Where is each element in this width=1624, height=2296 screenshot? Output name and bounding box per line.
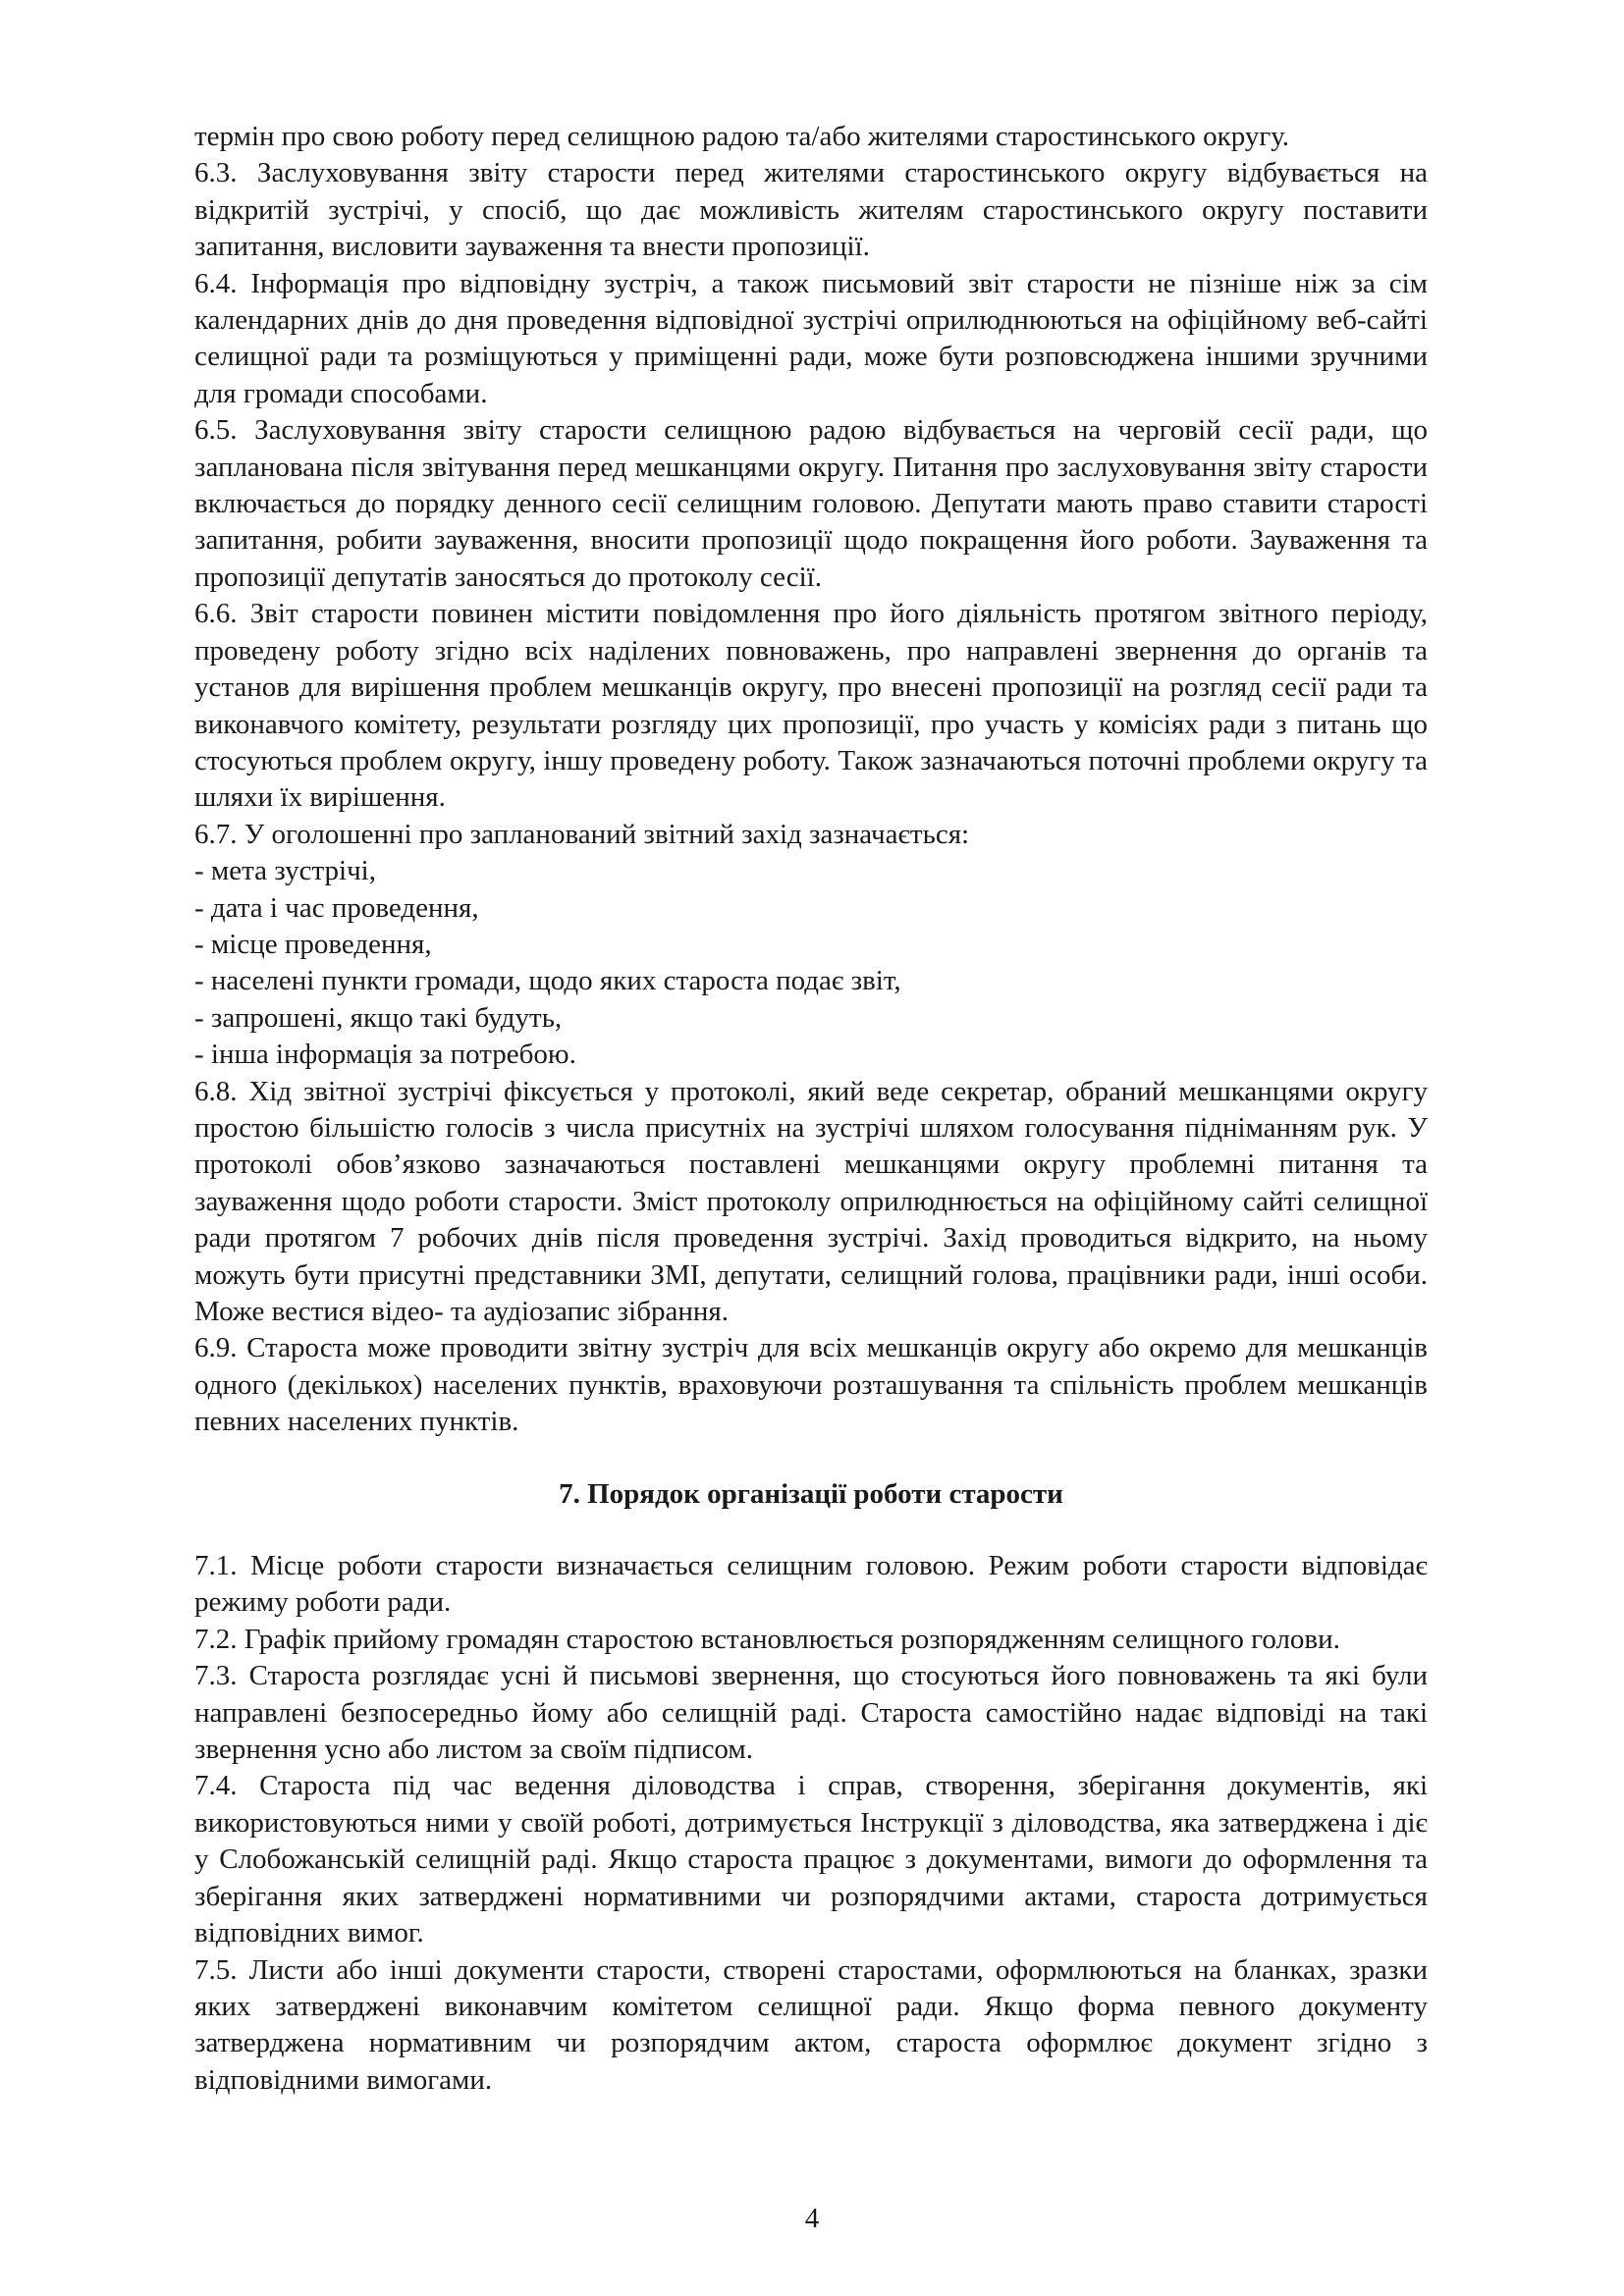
paragraph-7-1: 7.1. Місце роботи старости визначається селищним головою. Режим роботи старости відповідає режиму роботи ради. <box>194 1550 1428 1619</box>
paragraph-7-5: 7.5. Листи або інші документи старости, створені старостами, оформлюються на бланках, зразки яких затверджені виконавчим комітетом селищної ради. Якщо форма певного документу затверджена нормативним чи розпорядчим актом, староста оформлює документ згідно з відповідними вимогами. <box>194 1953 1428 2096</box>
paragraph-6-9: 6.9. Староста може проводити звітну зустріч для всіх мешканців округу або окремо для мешканців одного (декількох) населених пунктів, враховуючи розташування та спільність проблем мешканців певних населених пунктів. <box>194 1332 1428 1438</box>
list-item: - мета зустрічі, <box>194 855 376 887</box>
paragraph-6-6: 6.6. Звіт старости повинен містити повідомлення про його діяльність протягом звітного періоду, проведену роботу згідно всіх наділених повноважень, про направлені звернення до органів та установ для вирішення проблем мешканців округу, про внесені пропозиції на розгляд сесії ради та виконавчого комітету, результати розгляду цих пропозиції, про участь у комісіях ради з питань що стосуються проблем округу, іншу проведену роботу. Також зазначаються поточні проблеми округу та шляхи їх вирішення. <box>194 598 1428 814</box>
paragraph-6-3: 6.3. Заслуховування звіту старости перед жителями старостинського округу відбувається на відкритій зустрічі, у спосіб, що дає можливість жителям старостинського округу поставити запитання, висловити зауваження та внести пропозиції. <box>194 157 1428 263</box>
section-heading: 7. Порядок організації роботи старости <box>559 1477 1063 1510</box>
paragraph-7-2: 7.2. Графік прийому громадян старостою встановлюється розпорядженням селищного голови. <box>194 1623 1340 1655</box>
paragraph-7-3: 7.3. Староста розглядає усні й письмові звернення, що стосуються його повноважень та які були направлені безпосередньо йому або селищній раді. Староста самостійно надає відповіді на такі звернення усно або листом за своїм підписом. <box>194 1660 1428 1766</box>
list-item: - місце проведення, <box>194 928 432 960</box>
document-page <box>194 119 1428 2099</box>
list-item: - запрошені, якщо такі будуть, <box>194 1001 563 1034</box>
paragraph-continuation: термін про свою роботу перед селищною радою та/або жителями старостинського округу. <box>194 121 1290 152</box>
page-number: 4 <box>804 2203 820 2234</box>
paragraph-7-4: 7.4. Староста під час ведення діловодства і справ, створення, зберігання документів, які використовуються ними у своїй роботі, дотримується Інструкції з діловодства, яка затверджена і діє у Слобожанській селищній раді. Якщо староста працює з документами, вимоги до оформлення та зберігання яких затверджені нормативними чи розпорядчими актами, староста дотримується відповідних вимог. <box>194 1770 1428 1949</box>
list-item: - інша інформація за потребою. <box>194 1039 576 1071</box>
list-item: - населені пункти громади, щодо яких староста подає звіт, <box>194 965 901 997</box>
paragraph-6-4: 6.4. Інформація про відповідну зустріч, а також письмовий звіт старости не пізніше ніж за сім календарних днів до дня проведення відповідної зустрічі оприлюднюються на офіційному веб-сайті селищної ради та розміщуються у приміщенні ради, може бути розповсюджена іншими зручними для громади способами. <box>194 267 1428 409</box>
paragraph-6-5: 6.5. Заслуховування звіту старости селищною радою відбувається на черговій сесії ради, що запланована після звітування перед мешканцями округу. Питання про заслуховування звіту старости включається до порядку денного сесії селищним головою. Депутати мають право ставити старості запитання, робити зауваження, вносити пропозиції щодо покращення його роботи. Зауваження та пропозиції депутатів заносяться до протоколу сесії. <box>194 414 1428 593</box>
paragraph-6-8: 6.8. Хід звітної зустрічі фіксується у протоколі, який веде секретар, обраний мешканцями округу простою більшістю голосів з числа присутніх на зустрічі шляхом голосування підніманням рук. У протоколі обов’язково зазначаються поставлені мешканцями округу проблемні питання та зауваження щодо роботи старости. Зміст протоколу оприлюднюється на офіційному сайті селищної ради протягом 7 робочих днів після проведення зустрічі. Захід проводиться відкрито, на ньому можуть бути присутні представники ЗМІ, депутати, селищний голова, працівники ради, інші особи. Може вестися відео- та аудіозапис зібрання. <box>194 1075 1428 1327</box>
list-item: - дата і час проведення, <box>194 891 479 924</box>
paragraph-6-7: 6.7. У оголошенні про запланований звітний захід зазначається: <box>194 818 970 850</box>
